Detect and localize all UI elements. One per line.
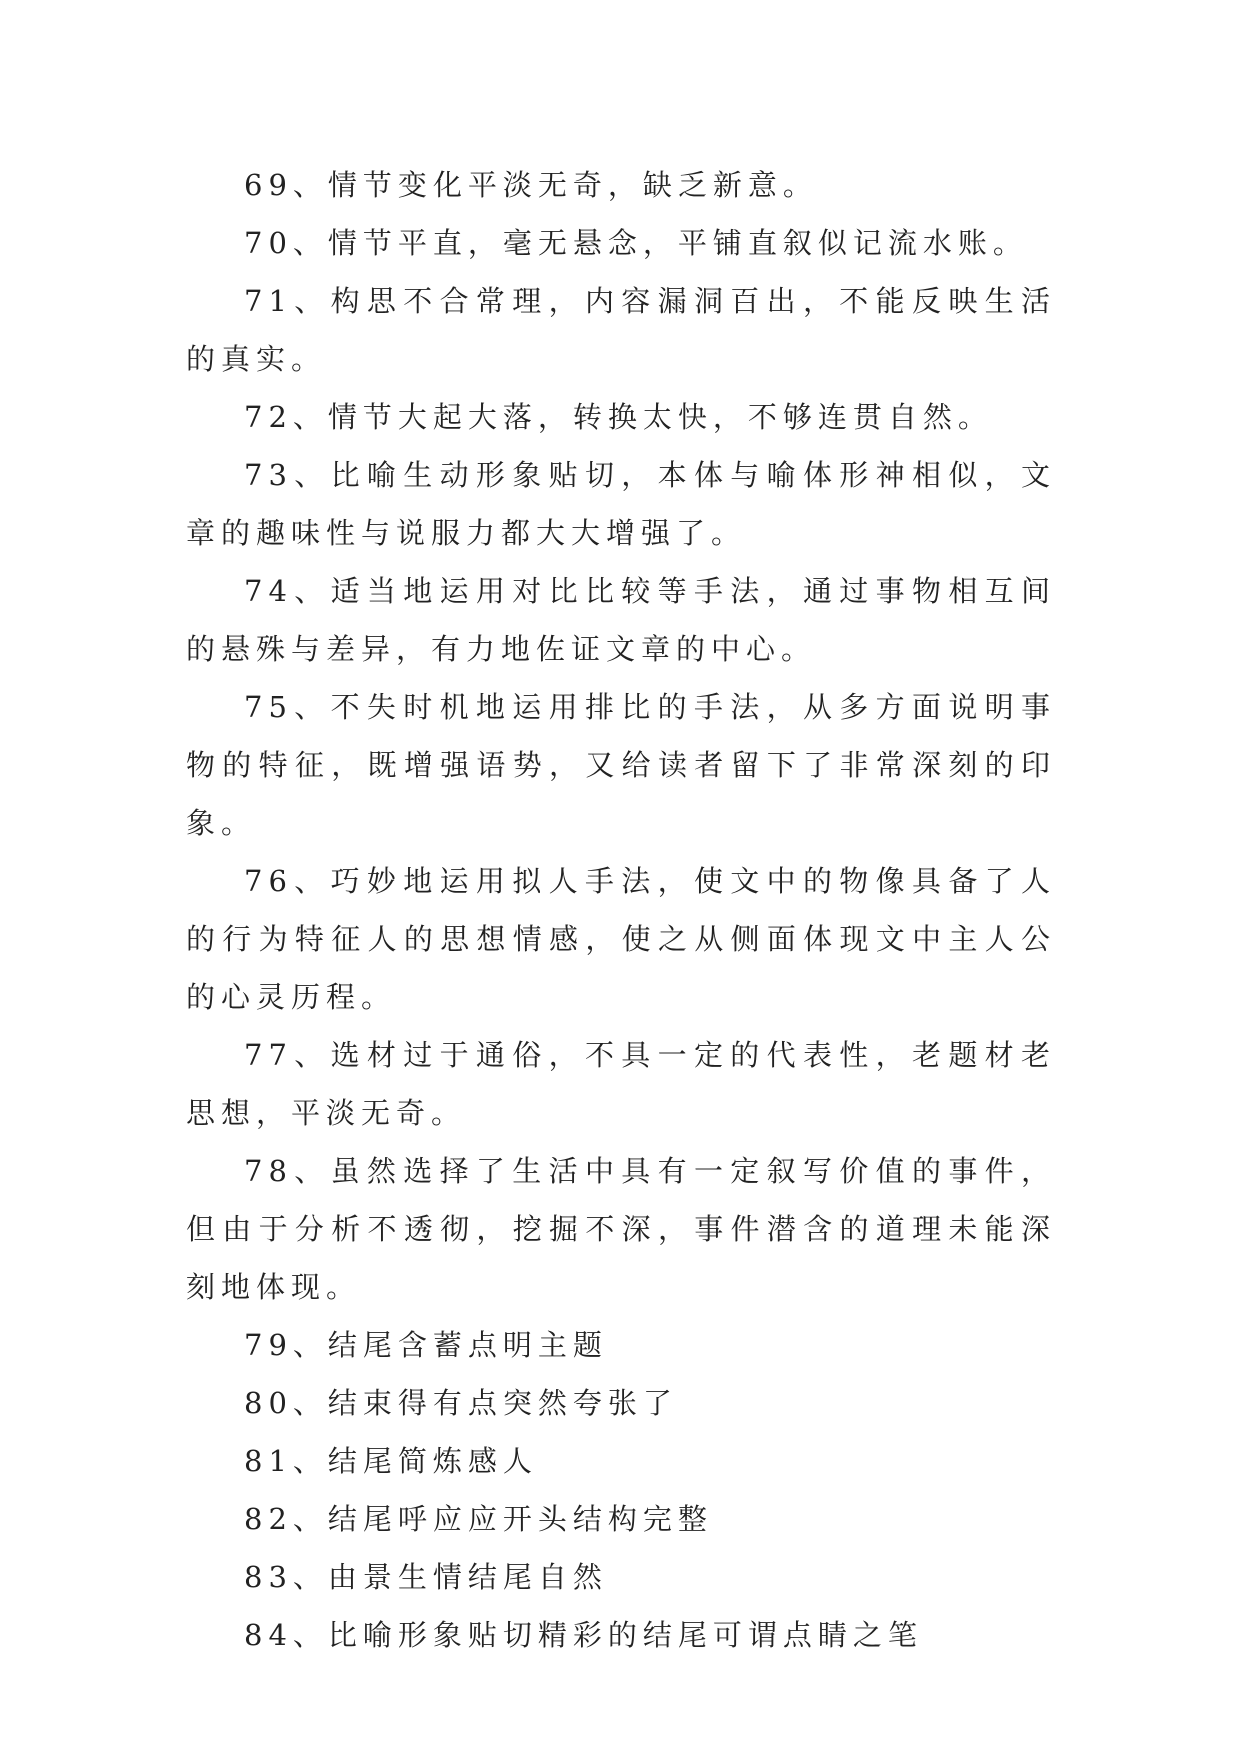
paragraph: 76、巧妙地运用拟人手法，使文中的物像具备了人的行为特征人的思想情感，使之从侧面体现文中主人公的心灵历程。 [186, 864, 1056, 1014]
document-body [186, 156, 1056, 1664]
paragraph: 80、结束得有点突然夸张了 [244, 1386, 678, 1420]
paragraph: 81、结尾简炼感人 [244, 1444, 538, 1478]
paragraph: 83、由景生情结尾自然 [244, 1560, 608, 1594]
paragraph: 84、比喻形象贴切精彩的结尾可谓点睛之笔 [244, 1618, 923, 1652]
paragraph: 72、情节大起大落，转换太快，不够连贯自然。 [244, 400, 993, 434]
paragraph: 69、情节变化平淡无奇，缺乏新意。 [244, 168, 818, 202]
paragraph: 77、选材过于通俗，不具一定的代表性，老题材老思想，平淡无奇。 [186, 1038, 1056, 1130]
paragraph: 71、构思不合常理，内容漏洞百出，不能反映生活的真实。 [186, 284, 1056, 376]
paragraph: 82、结尾呼应应开头结构完整 [244, 1502, 713, 1536]
paragraph: 79、结尾含蓄点明主题 [244, 1328, 608, 1362]
paragraph: 70、情节平直，毫无悬念，平铺直叙似记流水账。 [244, 226, 1028, 260]
paragraph: 74、适当地运用对比比较等手法，通过事物相互间的悬殊与差异，有力地佐证文章的中心。 [186, 574, 1056, 666]
paragraph: 73、比喻生动形象贴切，本体与喻体形神相似，文章的趣味性与说服力都大大增强了。 [186, 458, 1056, 550]
paragraph: 75、不失时机地运用排比的手法，从多方面说明事物的特征，既增强语势，又给读者留下了非常深刻的印象。 [186, 690, 1056, 840]
paragraph: 78、虽然选择了生活中具有一定叙写价值的事件，但由于分析不透彻，挖掘不深，事件潜含的道理未能深刻地体现。 [186, 1154, 1056, 1304]
